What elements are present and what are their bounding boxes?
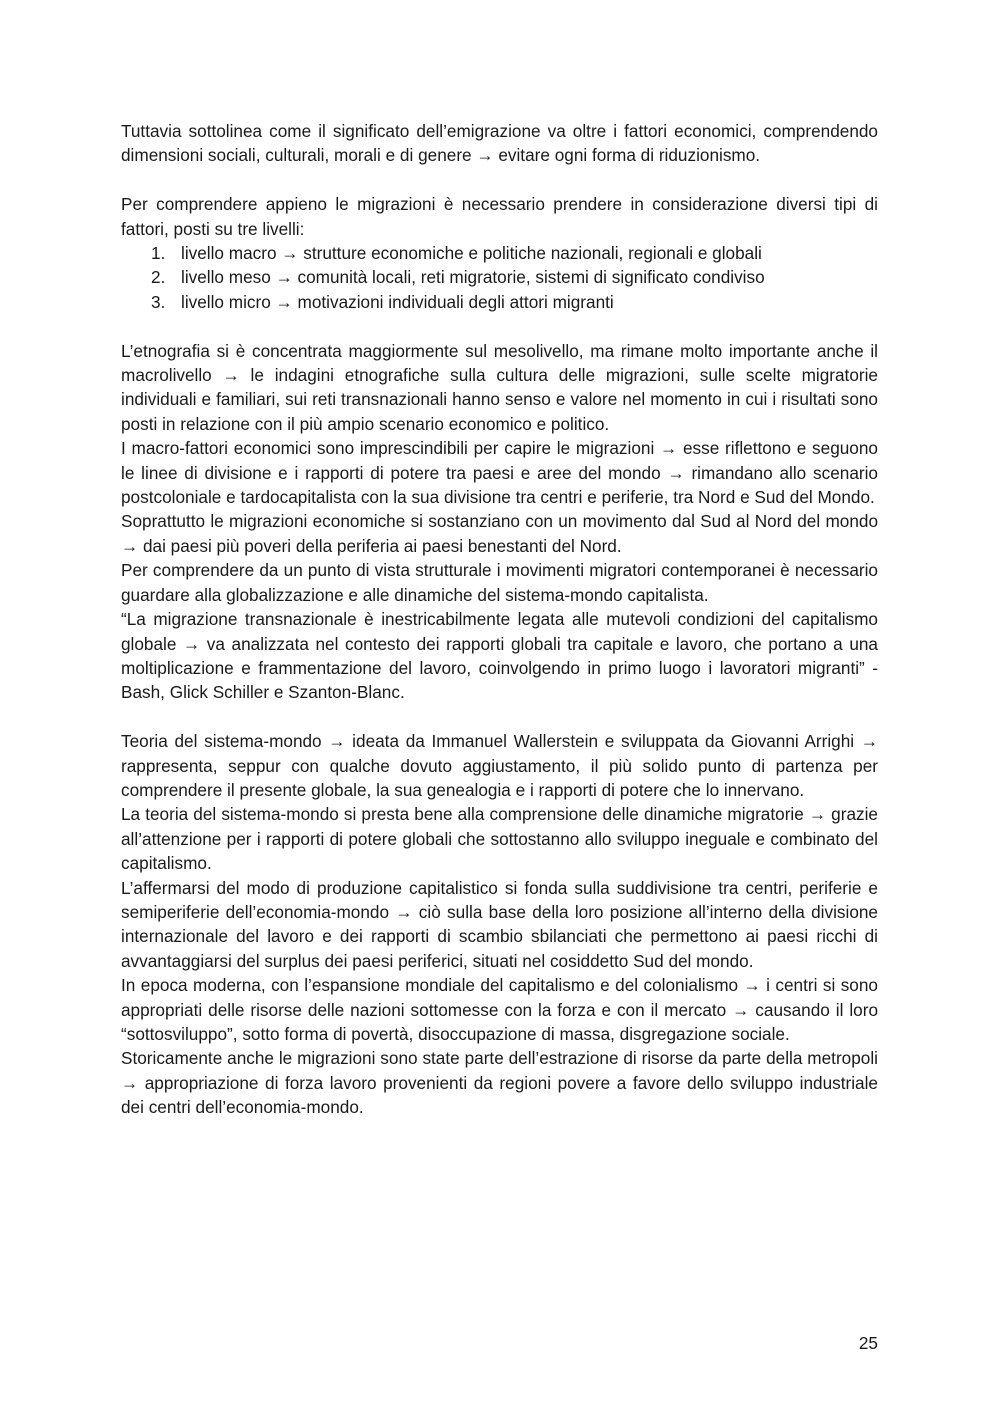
list-text: livello meso → comunità locali, reti migratorie, sistemi di significato condiviso (181, 267, 765, 288)
paragraph: Per comprendere appieno le migrazioni è necessario prendere in considerazione diversi tipi di fattori, posti su tre livelli: (121, 194, 878, 239)
list-text: livello macro → strutture economiche e politiche nazionali, regionali e globali (181, 243, 762, 264)
paragraph: Teoria del sistema-mondo → ideata da Immanuel Wallerstein e sviluppata da Giovanni Arrighi → rappresenta, seppur con qualche dovuto aggiustamento, il più solido punto di partenza per comprendere il presente globale, la sua genealogia e i rapporti di potere che lo innervano. (121, 731, 878, 800)
list-item (121, 265, 878, 289)
list-number: 3. (151, 291, 166, 312)
document-body (121, 119, 878, 1120)
list-number: 1. (151, 243, 166, 264)
paragraph: Per comprendere da un punto di vista strutturale i movimenti migratori contemporanei è necessario guardare alla globalizzazione e alle dinamiche del sistema-mondo capitalista. (121, 560, 878, 605)
paragraph: Tuttavia sottolinea come il significato dell’emigrazione va oltre i fattori economici, comprendendo dimensioni sociali, culturali, morali e di genere → evitare ogni forma di riduzionismo. (121, 121, 878, 166)
paragraph: La teoria del sistema-mondo si presta bene alla comprensione delle dinamiche migratorie → grazie all’attenzione per i rapporti di potere globali che sottostanno allo sviluppo ineguale e combinato del capitalismo. (121, 804, 878, 874)
paragraph: Soprattutto le migrazioni economiche si sostanziano con un movimento dal Sud al Nord del mondo → dai paesi più poveri della periferia ai paesi benestanti del Nord. (121, 511, 878, 556)
paragraph-spacer (121, 168, 878, 192)
paragraph-spacer (121, 314, 878, 338)
paragraph: L’etnografia si è concentrata maggiormente sul mesolivello, ma rimane molto importante anche il macrolivello → le indagini etnografiche sulla cultura delle migrazioni, sulle scelte migratorie individuali e familiari, sui reti transnazionali hanno senso e valore nel momento in cui i risultati sono posti in relazione con il più ampio scenario economico e politico. (121, 340, 878, 434)
paragraph: L’affermarsi del modo di produzione capitalistico si fonda sulla suddivisione tra centri, periferie e semiperiferie dell’economia-mondo → ciò sulla base della loro posizione all’interno della divisione internazionale del lavoro e dei rapporti di scambio sbilanciati che permettono ai paesi ricchi di avvantaggiarsi del surplus dei paesi periferici, situati nel cosiddetto Sud del mondo. (121, 877, 878, 971)
paragraph: In epoca moderna, con l’espansione mondiale del capitalismo e del colonialismo → i centri si sono appropriati delle risorse delle nazioni sottomesse con la forza e con il mercato → causando il loro “sottosviluppo”, sotto forma di povertà, disoccupazione di massa, disgregazione sociale. (121, 975, 878, 1044)
list-number: 2. (151, 267, 166, 288)
paragraph: Storicamente anche le migrazioni sono state parte dell’estrazione di risorse da parte della metropoli → appropriazione di forza lavoro provenienti da regioni povere a favore dello sviluppo industriale dei centri dell’economia-mondo. (121, 1048, 878, 1118)
levels-list (121, 241, 878, 314)
paragraph-spacer (121, 705, 878, 729)
page-number: 25 (858, 1333, 878, 1353)
quotation-paragraph: “La migrazione transnazionale è inestricabilmente legata alle mutevoli condizioni del capitalismo globale → va analizzata nel contesto dei rapporti globali tra capitale e lavoro, che portano a una moltiplicazione e frammentazione del lavoro, coinvolgendo in primo luogo i lavoratori migranti” - Bash, Glick Schiller e Szanton-Blanc. (121, 609, 878, 703)
list-text: livello micro → motivazioni individuali degli attori migranti (181, 291, 614, 312)
list-item (121, 290, 878, 314)
paragraph: I macro-fattori economici sono imprescindibili per capire le migrazioni → esse riflettono e seguono le linee di divisione e i rapporti di potere tra paesi e aree del mondo → rimandano allo scenario postcoloniale e tardocapitalista con la sua divisione tra centri e periferie, tra Nord e Sud del Mondo. (121, 438, 878, 508)
list-item (121, 241, 878, 265)
